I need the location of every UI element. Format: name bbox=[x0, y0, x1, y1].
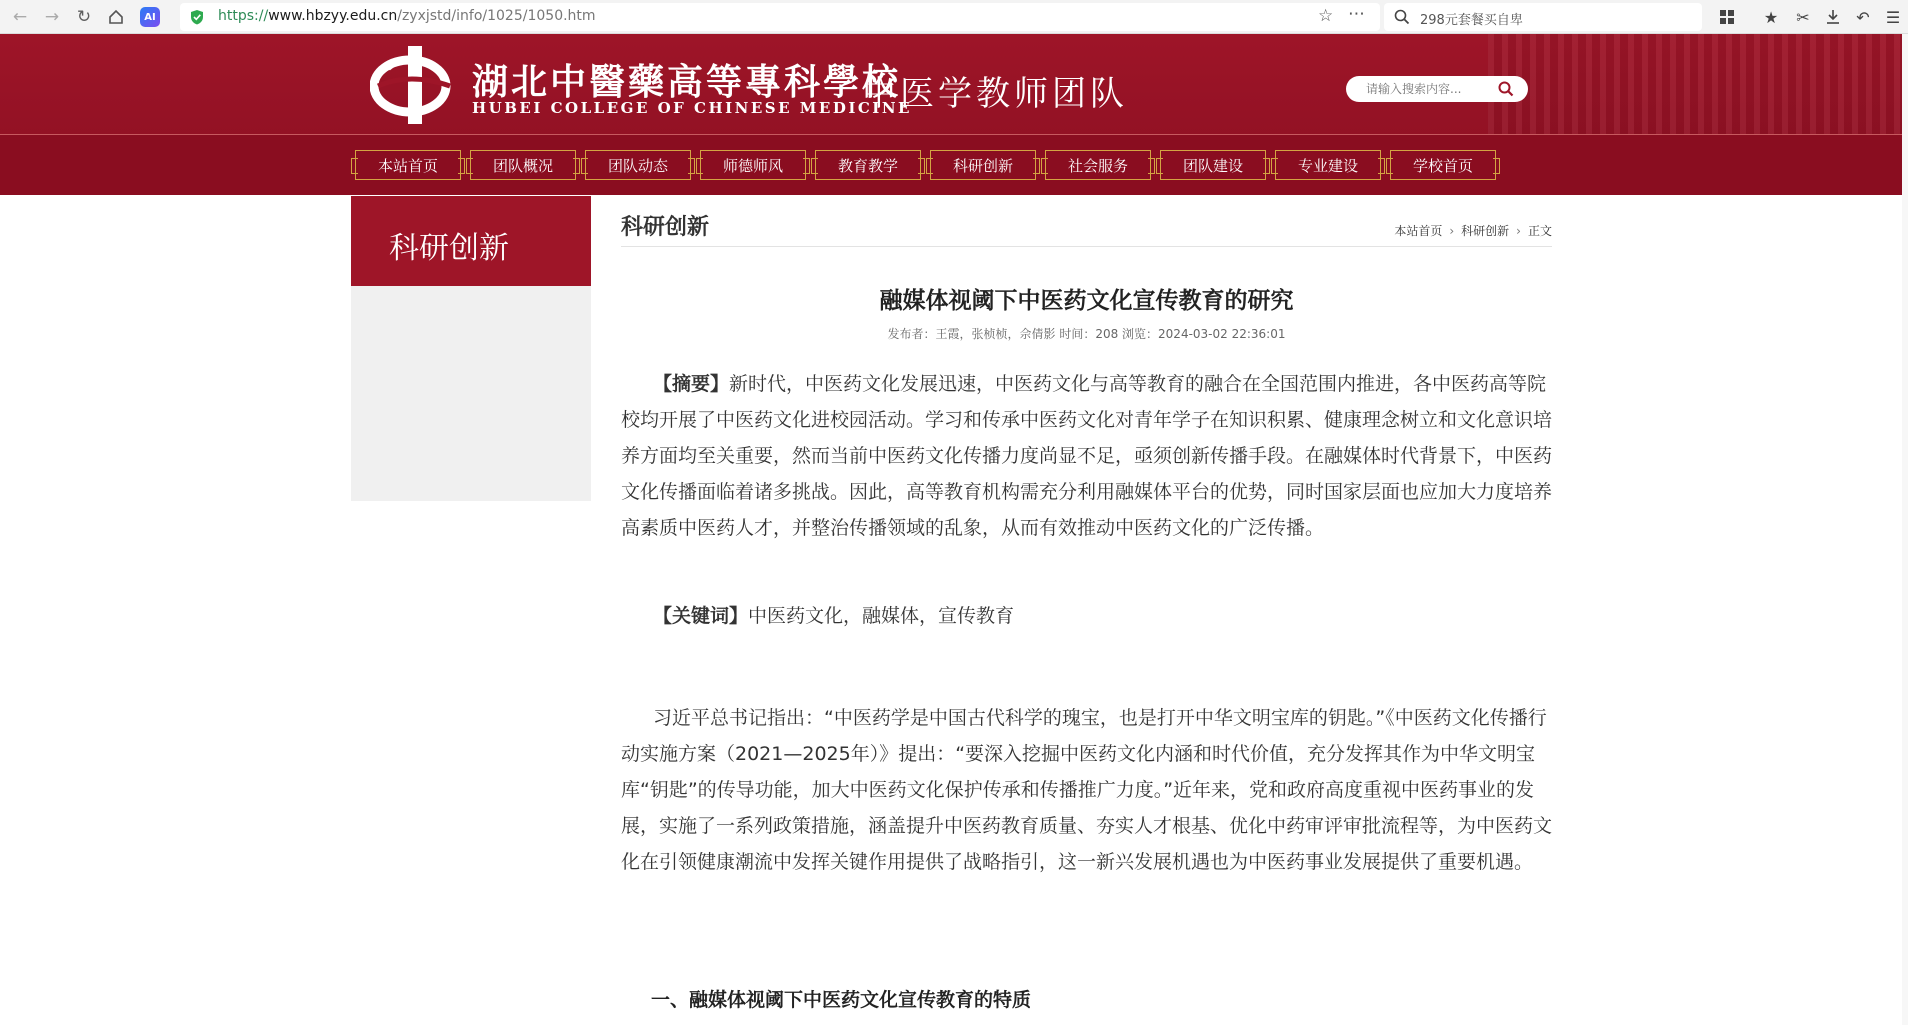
menu-icon[interactable]: ☰ bbox=[1885, 7, 1901, 27]
keywords-label: 【关键词】 bbox=[653, 605, 749, 627]
section-heading: 一、融媒体视阈下中医药文化宣传教育的特质 bbox=[651, 989, 1032, 1011]
abstract-text: 新时代，中医药文化发展迅速，中医药文化与高等教育的融合在全国范围内推进，各中医药高等院校均开展了中医药文化进校园活动。学习和传承中医药文化对青年学子在知识积累、健康理念树立和文化意识培养方面均至关重要，然而当前中医药文化传播力度尚显不足，亟须创新传播手段。在融媒体时代背景下，中医药文化传播面临着诸多挑战。因此，高等教育机构需充分利用融媒体平台的优势，同时国家层面也应加大力度培养高素质中医药人才，并整治传播领域的乱象，从而有效推动中医药文化的广泛传播。 bbox=[621, 373, 1553, 539]
search-icon[interactable] bbox=[1498, 81, 1514, 97]
site-search-box[interactable] bbox=[1346, 76, 1528, 102]
browser-search-text: 298元套餐买自卑 bbox=[1420, 13, 1523, 28]
school-logo-icon[interactable] bbox=[370, 42, 458, 128]
breadcrumb bbox=[1394, 222, 1552, 239]
nav-item-school-home[interactable]: 学校首页 bbox=[1390, 150, 1496, 180]
site-search-input[interactable] bbox=[1366, 80, 1486, 98]
keywords-text: 中医药文化，融媒体，宣传教育 bbox=[748, 605, 1015, 627]
bookmark-star-icon[interactable]: ☆ bbox=[1318, 6, 1334, 26]
more-options-icon[interactable]: ⋯ bbox=[1348, 4, 1365, 24]
ai-assistant-icon[interactable]: AI bbox=[140, 7, 160, 27]
nav-item-team-building[interactable]: 团队建设 bbox=[1160, 150, 1266, 180]
page-scrollbar[interactable] bbox=[1902, 34, 1908, 1025]
chevron-right-icon: › bbox=[1516, 224, 1521, 238]
abstract-label: 【摘要】 bbox=[653, 373, 730, 395]
reload-icon[interactable]: ↻ bbox=[76, 7, 92, 27]
nav-item-team-news[interactable]: 团队动态 bbox=[585, 150, 691, 180]
nav-item-team-overview[interactable]: 团队概况 bbox=[470, 150, 576, 180]
address-bar[interactable] bbox=[180, 3, 1380, 31]
nav-item-ethics[interactable]: 师德师风 bbox=[700, 150, 806, 180]
school-name-cn: 湖北中醫藥高等專科學校 bbox=[472, 61, 902, 103]
browser-toolbar bbox=[0, 0, 1908, 34]
intro-paragraph: 习近平总书记指出：“中医药学是中国古代科学的瑰宝，也是打开中华文明宝库的钥匙。”《中医药文化传播行动实施方案（2021—2025年）》提出：“要深入挖掘中医药文化内涵和时代价值，充分发挥其作为中华文明宝库“钥匙”的传导功能，加大中医药文化保护传承和传播推广力度。”近年来，党和政府高度重视中医药事业的发展，实施了一系列政策措施，涵盖提升中医药教育质量、夯实人才根基、优化中药审评审批流程等，为中医药文化在引领健康潮流中发挥关键作用提供了战略指引，这一新兴发展机遇也为中医药事业发展提供了重要机遇。 bbox=[621, 707, 1553, 873]
sidebar-title: 科研创新 bbox=[389, 231, 509, 266]
cut-icon[interactable]: ✂ bbox=[1796, 7, 1810, 27]
article-title: 融媒体视阈下中医药文化宣传教育的研究 bbox=[879, 288, 1294, 314]
download-icon[interactable] bbox=[1822, 6, 1844, 28]
search-icon bbox=[1394, 9, 1410, 25]
url-text[interactable]: https://www.hbzyy.edu.cn/zyxjstd/info/1025/1050.htm bbox=[218, 8, 596, 24]
nav-item-research[interactable]: 科研创新 bbox=[930, 150, 1036, 180]
keywords-paragraph bbox=[621, 598, 1552, 634]
sidebar-header bbox=[351, 196, 591, 286]
apps-grid-icon[interactable] bbox=[1716, 6, 1738, 28]
nav-item-social-service[interactable]: 社会服务 bbox=[1045, 150, 1151, 180]
abstract-paragraph bbox=[621, 366, 1552, 546]
nav-item-site-home[interactable]: 本站首页 bbox=[355, 150, 461, 180]
article-meta: 发布者：王霞，张桢桢，佘倩影 时间：208 浏览：2024-03-02 22:36:01 bbox=[887, 327, 1286, 341]
secure-shield-icon bbox=[190, 9, 204, 25]
nav-item-major-building[interactable]: 专业建设 bbox=[1275, 150, 1381, 180]
section-title: 科研创新 bbox=[621, 215, 710, 240]
back-icon[interactable]: ← bbox=[12, 7, 28, 27]
nav-item-teaching[interactable]: 教育教学 bbox=[815, 150, 921, 180]
home-icon[interactable] bbox=[105, 6, 127, 28]
breadcrumb-current: 正文 bbox=[1527, 224, 1552, 238]
content-header bbox=[621, 196, 1552, 247]
forward-icon[interactable]: → bbox=[44, 7, 60, 27]
breadcrumb-home[interactable]: 本站首页 bbox=[1394, 224, 1443, 238]
browser-search-box[interactable] bbox=[1384, 3, 1702, 31]
favorites-icon[interactable]: ★ bbox=[1763, 7, 1779, 27]
undo-icon[interactable]: ↶ bbox=[1856, 7, 1870, 27]
school-name-en: HUBEI COLLEGE OF CHINESE MEDICINE bbox=[472, 99, 912, 117]
sidebar-panel bbox=[351, 286, 591, 501]
team-title: 中医学教师团队 bbox=[862, 74, 1128, 114]
header-divider bbox=[0, 134, 1908, 135]
chevron-right-icon: › bbox=[1449, 224, 1455, 238]
breadcrumb-section[interactable]: 科研创新 bbox=[1461, 224, 1510, 238]
main-nav bbox=[355, 150, 1496, 182]
